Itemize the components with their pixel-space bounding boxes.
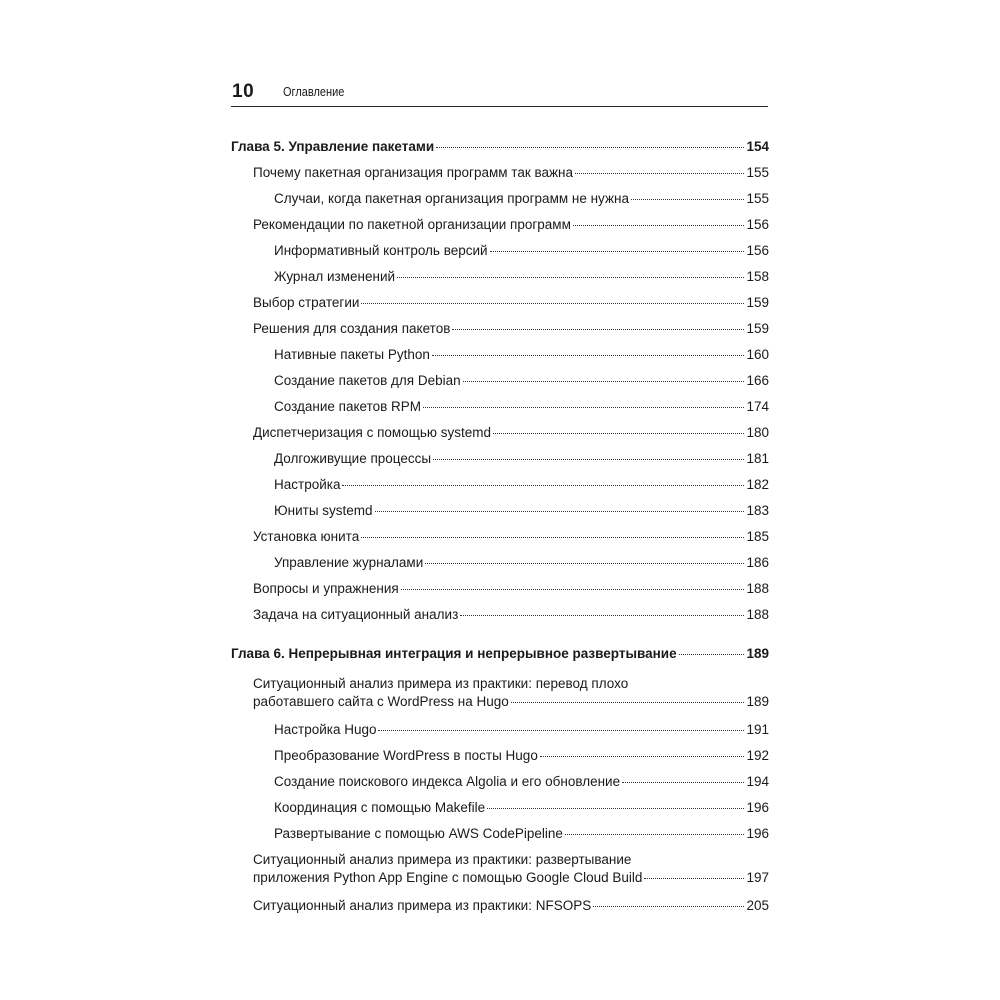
toc-entry-page: 160 xyxy=(746,347,769,362)
toc-entry xyxy=(231,294,769,312)
toc-entry-title: Управление журналами xyxy=(274,555,424,570)
toc-entry-title: Решения для создания пакетов xyxy=(253,321,451,336)
toc-entry xyxy=(231,799,769,817)
toc-entry-page: 205 xyxy=(746,898,769,913)
dot-leader xyxy=(565,834,745,835)
dot-leader xyxy=(432,355,745,356)
toc-entry-title: Информативный контроль версий xyxy=(274,243,488,258)
toc-entry-first-line: Ситуационный анализ примера из практики: перевод плохо xyxy=(253,676,629,691)
toc-entry-page: 183 xyxy=(746,503,769,518)
toc-entry xyxy=(231,773,769,791)
dot-leader xyxy=(622,782,744,783)
toc-entry xyxy=(231,580,769,598)
toc-entry-title: Нативные пакеты Python xyxy=(274,347,430,362)
toc-entry-page: 156 xyxy=(746,217,769,232)
dot-leader xyxy=(452,329,744,330)
dot-leader xyxy=(463,381,745,382)
toc-entry-page: 194 xyxy=(746,774,769,789)
toc-entry-title: Создание пакетов RPM xyxy=(274,399,422,414)
toc-entry-title: Журнал изменений xyxy=(274,269,396,284)
toc-entry-title: Установка юнита xyxy=(253,529,360,544)
toc-entry xyxy=(231,372,769,390)
toc-entry xyxy=(231,450,769,468)
dot-leader xyxy=(433,459,744,460)
toc-entry-page: 174 xyxy=(746,399,769,414)
toc-entry xyxy=(231,528,769,546)
toc-entry-page: 181 xyxy=(746,451,769,466)
dot-leader xyxy=(361,303,744,304)
toc-entry xyxy=(231,606,769,624)
toc-entry-page: 182 xyxy=(746,477,769,492)
toc-entry-title: Долгоживущие процессы xyxy=(274,451,432,466)
dot-leader xyxy=(490,251,745,252)
toc-entry xyxy=(231,242,769,260)
toc-entry-page: 188 xyxy=(746,581,769,596)
toc-entry-title: Создание поискового индекса Algolia и его обновление xyxy=(274,774,621,789)
toc-entry xyxy=(231,476,769,494)
toc-chapter xyxy=(231,138,769,156)
toc-entry xyxy=(231,268,769,286)
toc-entry xyxy=(231,851,769,887)
toc-entry-title: Настройка Hugo xyxy=(274,722,377,737)
dot-leader xyxy=(401,589,745,590)
toc-entry-page: 191 xyxy=(746,722,769,737)
toc-entry-page: 192 xyxy=(746,748,769,763)
toc-entry xyxy=(231,320,769,338)
toc-entry-title: Ситуационный анализ примера из практики: NFSOPS xyxy=(253,898,592,913)
toc-entry-first-line: Ситуационный анализ примера из практики: развертывание xyxy=(253,852,632,867)
dot-leader xyxy=(342,485,744,486)
toc-entry-title: Создание пакетов для Debian xyxy=(274,373,461,388)
dot-leader xyxy=(460,615,744,616)
toc-entry-page: 158 xyxy=(746,269,769,284)
dot-leader xyxy=(436,147,744,148)
toc-entry xyxy=(231,398,769,416)
dot-leader xyxy=(511,702,745,703)
toc-entry-page: 155 xyxy=(746,165,769,180)
dot-leader xyxy=(487,808,744,809)
toc-entry-page: 185 xyxy=(746,529,769,544)
toc-entry-page: 189 xyxy=(746,646,769,661)
toc-entry-title: приложения Python App Engine с помощью Google Cloud Build xyxy=(253,870,643,885)
toc-entry xyxy=(231,216,769,234)
toc-entry-page: 154 xyxy=(746,139,769,154)
toc-entry-title: Глава 6. Непрерывная интеграция и непрерывное развертывание xyxy=(231,646,677,661)
toc-entry xyxy=(231,164,769,182)
toc-entry xyxy=(231,675,769,711)
page-number: 10 xyxy=(232,81,255,102)
toc-entry-page: 155 xyxy=(746,191,769,206)
toc-entry-page: 156 xyxy=(746,243,769,258)
toc-entry-page: 159 xyxy=(746,295,769,310)
toc-entry xyxy=(231,190,769,208)
dot-leader xyxy=(378,730,744,731)
dot-leader xyxy=(375,511,745,512)
toc-entry-title: Юниты systemd xyxy=(274,503,373,518)
toc-entry-page: 159 xyxy=(746,321,769,336)
dot-leader xyxy=(423,407,744,408)
toc-entry xyxy=(231,554,769,572)
toc-entry-title: Выбор стратегии xyxy=(253,295,360,310)
dot-leader xyxy=(631,199,745,200)
toc-entry-title: работавшего сайта с WordPress на Hugo xyxy=(253,694,509,709)
toc-entry-title: Развертывание с помощью AWS CodePipeline xyxy=(274,826,563,841)
dot-leader xyxy=(575,173,744,174)
toc-entry-title: Преобразование WordPress в посты Hugo xyxy=(274,748,538,763)
dot-leader xyxy=(361,537,744,538)
toc-entry-title: Вопросы и упражнения xyxy=(253,581,399,596)
toc-entry-title: Задача на ситуационный анализ xyxy=(253,607,459,622)
toc-entry-title: Почему пакетная организация программ так важна xyxy=(253,165,574,180)
toc-entry-page: 196 xyxy=(746,826,769,841)
page-header xyxy=(231,76,768,107)
dot-leader xyxy=(397,277,744,278)
dot-leader xyxy=(593,906,744,907)
toc-entry xyxy=(231,346,769,364)
toc-entry-title: Настройка xyxy=(274,477,341,492)
toc-chapter xyxy=(231,645,769,663)
dot-leader xyxy=(540,756,745,757)
toc-entry xyxy=(231,721,769,739)
toc-entry xyxy=(231,502,769,520)
running-title: Оглавление xyxy=(283,85,345,99)
toc-entry xyxy=(231,747,769,765)
dot-leader xyxy=(679,654,745,655)
toc-entry-page: 188 xyxy=(746,607,769,622)
dot-leader xyxy=(425,563,744,564)
dot-leader xyxy=(644,878,744,879)
toc-entry-page: 180 xyxy=(746,425,769,440)
toc-entry-title: Случаи, когда пакетная организация программ не нужна xyxy=(274,191,629,206)
toc-entry xyxy=(231,825,769,843)
toc-entry-title: Рекомендации по пакетной организации программ xyxy=(253,217,571,232)
toc-entry-title: Глава 5. Управление пакетами xyxy=(231,139,435,154)
dot-leader xyxy=(573,225,745,226)
toc-entry-page: 197 xyxy=(746,870,769,885)
toc-entry-title: Диспетчеризация с помощью systemd xyxy=(253,425,491,440)
toc-entry xyxy=(231,897,769,915)
toc-entry-title: Координация с помощью Makefile xyxy=(274,800,486,815)
toc-entry-page: 186 xyxy=(746,555,769,570)
toc-entry-page: 189 xyxy=(746,694,769,709)
toc-entry-page: 196 xyxy=(746,800,769,815)
dot-leader xyxy=(493,433,744,434)
toc-entry-page: 166 xyxy=(746,373,769,388)
toc-entry xyxy=(231,424,769,442)
